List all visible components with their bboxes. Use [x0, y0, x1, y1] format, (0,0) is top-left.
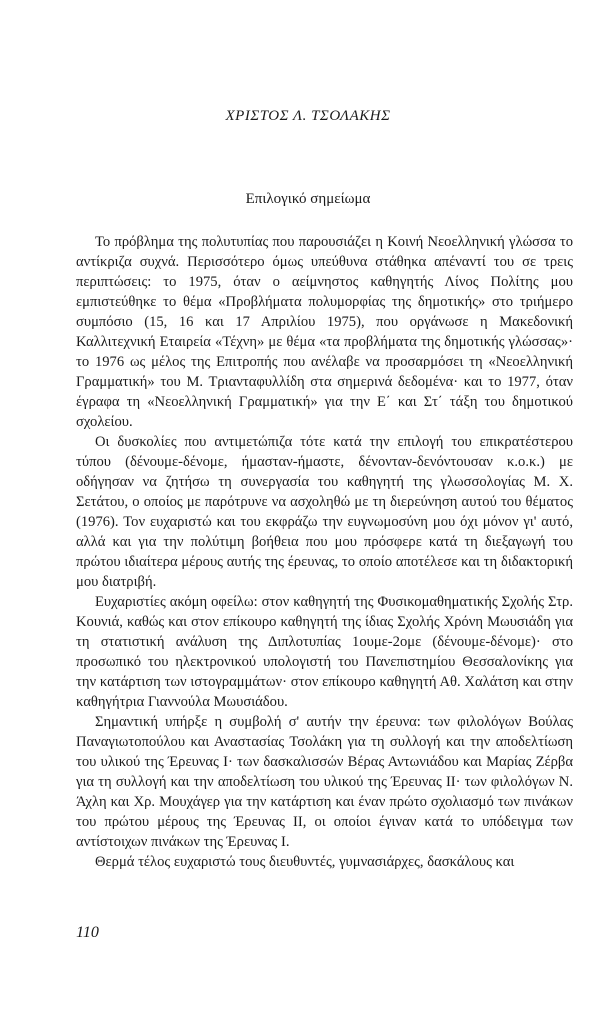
paragraph: Ευχαριστίες ακόμη οφείλω: στον καθηγητή της Φυσικομαθηματικής Σχολής Στρ. Κουνιά, καθώς και στον επίκουρο καθηγητή της ίδιας Σχολής Χρόνη Μωυσιάδη για τη στατιστική ανάλυση της Διπλοτυπίας 1ουμε-2ομε (δένουμε-δένομε)· στο προσωπικό του ηλεκτρονικού υπολογιστή του Πανεπιστημίου Θεσσαλονίκης για την κατάρτιση των ιστογραμμάτων· στον επίκουρο καθηγητή Αθ. Χαλάτση και στην καθηγήτρια Γιαννούλα Μωυσιάδου. [76, 594, 573, 710]
paragraph: Σημαντική υπήρξε η συμβολή σ' αυτήν την έρευνα: των φιλολόγων Βούλας Παναγιωτοπούλου και Αναστασίας Τσολάκη για τη συλλογή και την αποδελτίωση του υλικού της Έρευνας Ι· των δασκαλισσών Βέρας Αντωνιάδου και Μαρίας Ζέρβα για τη συλλογή και την αποδελτίωση του υλικού της Έρευνας ΙΙ· των φιλολόγων Ν. Άχλη και Χρ. Μουχάγερ για την κατάρτιση και έναν πρώτο σχολιασμό των πινάκων του πρώτου μέρους της Έρευνας ΙΙ, οι οποίοι έγιναν κατά το υπόδειγμα των αντίστοιχων πινάκων της Έρευνας Ι. [76, 714, 573, 850]
paragraph: Θερμά τέλος ευχαριστώ τους διευθυντές, γυμνασιάρχες, δασκάλους και [95, 854, 515, 870]
page-number: 110 [76, 924, 99, 941]
section-title: Επιλογικό σημείωμα [245, 191, 371, 207]
paragraph: Οι δυσκολίες που αντιμετώπιζα τότε κατά την επιλογή του επικρατέστερου τύπου (δένουμε-δένομε, ήμασταν-ήμαστε, δένονταν-δενόντουσαν κ.ο.κ.) με οδήγησαν να ζητήσω τη συνεργασία του καθηγητή της γλωσσολογίας Μ. Χ. Σετάτου, ο οποίος με παρότρυνε να ασχοληθώ με τη διερεύνηση αυτού του θέματος (1976). Τον ευχαριστώ και του εκφράζω την ευγνωμοσύνη μου όχι μόνον γι' αυτό, αλλά και για την πολύτιμη βοήθεια που μου πρόσφερε κατά τη διεξαγωγή του πρώτου ιδιαίτερα μέρους αυτής της έρευνας, το οποίο αποτέλεσε και τη διδακτορική μου διατριβή. [76, 434, 573, 590]
paragraph: Το πρόβλημα της πολυτυπίας που παρουσιάζει η Κοινή Νεοελληνική γλώσσα το αντίκριζα συχνά. Περισσότερο όμως υπεύθυνα στάθηκα απέναντί του σε τρεις περιπτώσεις: το 1975, όταν ο αείμνηστος καθηγητής Λίνος Πολίτης μου εμπιστεύθηκε το θέμα «Προβλήματα πολυμορφίας της δημοτικής» στο τριήμερο συμπόσιο (15, 16 και 17 Απριλίου 1975), που οργάνωσε η Μακεδονική Καλλιτεχνική Εταιρεία «Τέχνη» με θέμα «τα προβλήματα της δημοτικής γλώσσας»· το 1976 ως μέλος της Επιτροπής που ανέλαβε να προσαρμόσει τη «Νεοελληνική Γραμματική» του Μ. Τριανταφυλλίδη στα σημερινά δεδομένα· και το 1977, όταν έγραφα τη «Νεοελληνική Γραμματική» για την Ε΄ και Στ΄ τάξη του δημοτικού σχολείου. [76, 234, 573, 430]
body-text [76, 232, 573, 872]
running-head: ΧΡΙΣΤΟΣ Λ. ΤΣΟΛΑΚΗΣ [225, 108, 391, 124]
